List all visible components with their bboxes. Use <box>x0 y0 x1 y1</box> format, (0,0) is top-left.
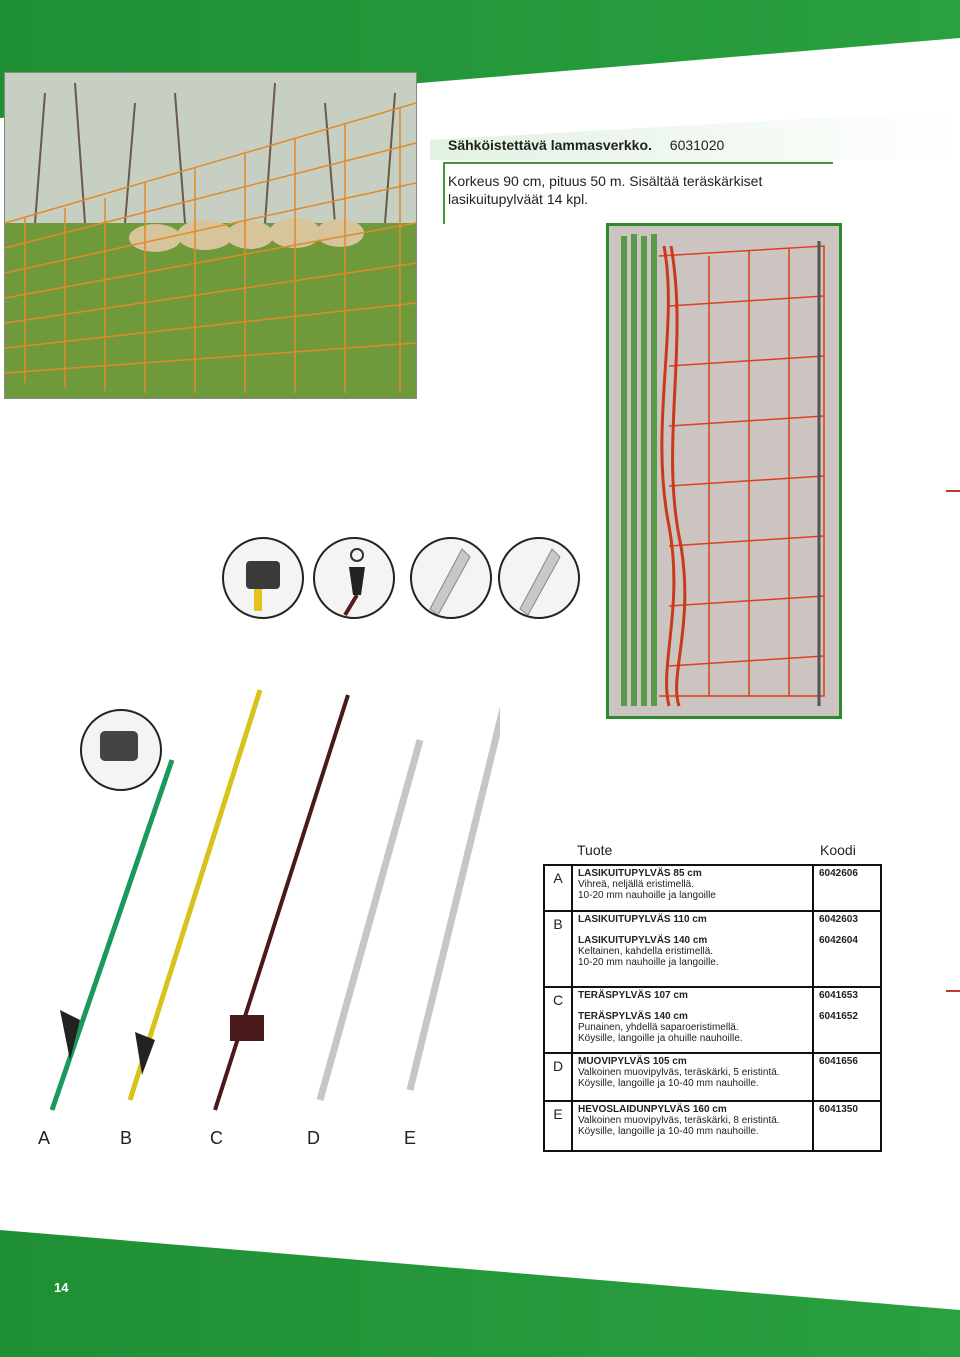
product-name: HEVOSLAIDUNPYLVÄS 160 cm <box>578 1104 727 1115</box>
table-row <box>544 911 881 987</box>
pigtail-detail-circle <box>313 537 395 619</box>
product-code-cell <box>813 911 881 987</box>
post-a <box>52 760 172 1110</box>
margin-mark <box>946 490 960 492</box>
product-code: 6042604 <box>819 935 858 946</box>
table-header-product: Tuote <box>577 842 613 858</box>
product-code: 6031020 <box>669 137 725 153</box>
post-d <box>320 740 420 1100</box>
post-c <box>215 695 348 1110</box>
row-letter: A <box>544 865 572 911</box>
product-detail: Punainen, yhdellä saparoeristimellä. <box>578 1022 739 1033</box>
pigtail-insulator-icon <box>315 539 393 617</box>
product-code: 6042603 <box>819 914 858 925</box>
table-row <box>544 987 881 1053</box>
product-code: 6041350 <box>813 1101 881 1151</box>
product-name: TERÄSPYLVÄS 107 cm <box>578 990 688 1001</box>
product-code: 6042606 <box>813 865 881 911</box>
row-letter: E <box>544 1101 572 1151</box>
posts-illustration <box>40 680 500 1120</box>
net-roll-photo <box>606 223 842 719</box>
product-title <box>448 137 724 153</box>
row-product <box>572 987 813 1053</box>
product-code: 6041653 <box>819 990 858 1001</box>
post-label-e: E <box>404 1128 417 1148</box>
product-name: MUOVIPYLVÄS 105 cm <box>578 1056 687 1067</box>
product-detail: Köysille, langoille ja ohuille nauhoille. <box>578 1033 743 1044</box>
table-header-code: Koodi <box>820 842 856 858</box>
post-label-d: D <box>307 1128 320 1148</box>
product-name: Sähköistettävä lammasverkko. <box>448 137 652 153</box>
row-product <box>572 1053 813 1101</box>
row-letter: B <box>544 911 572 987</box>
row-letter: D <box>544 1053 572 1101</box>
post-label-b: B <box>120 1128 133 1148</box>
post-e <box>410 680 500 1090</box>
page-number: 14 <box>54 1280 69 1295</box>
product-code: 6041652 <box>819 1011 858 1022</box>
product-name: LASIKUITUPYLVÄS 140 cm <box>578 935 708 946</box>
margin-mark <box>946 990 960 992</box>
plastic-post-detail-circle-2 <box>498 537 580 619</box>
table-row <box>544 1101 881 1151</box>
plastic-post-icon <box>412 539 490 617</box>
plastic-post-detail-circle-1 <box>410 537 492 619</box>
product-detail: Köysille, langoille ja 10-40 mm nauhoille. <box>578 1126 759 1137</box>
product-detail: Keltainen, kahdella eristimellä. <box>578 946 714 957</box>
product-name: LASIKUITUPYLVÄS 85 cm <box>578 868 702 879</box>
table-row <box>544 865 881 911</box>
post-label-a: A <box>38 1128 51 1148</box>
product-table <box>543 864 882 1152</box>
product-detail: 10-20 mm nauhoille ja langoille. <box>578 957 719 968</box>
product-detail: Valkoinen muovipylväs, teräskärki, 8 eristintä. <box>578 1115 780 1126</box>
product-description: Korkeus 90 cm, pituus 50 m. Sisältää teräskärkiset lasikuitupylväät 14 kpl. <box>448 173 763 207</box>
insulator-detail-circle-1 <box>222 537 304 619</box>
product-detail: Valkoinen muovipylväs, teräskärki, 5 eristintä. <box>578 1067 780 1078</box>
product-name: LASIKUITUPYLVÄS 110 cm <box>578 914 707 925</box>
row-letter: C <box>544 987 572 1053</box>
row-product <box>572 1101 813 1151</box>
product-detail: Köysille, langoille ja 10-40 mm nauhoille. <box>578 1078 759 1089</box>
table-row <box>544 1053 881 1101</box>
product-code: 6041656 <box>813 1053 881 1101</box>
product-name: TERÄSPYLVÄS 140 cm <box>578 1011 688 1022</box>
product-code-cell <box>813 987 881 1053</box>
green-footer <box>0 1200 960 1357</box>
product-detail: Vihreä, neljällä eristimellä. <box>578 879 694 890</box>
insulator-icon <box>224 539 302 617</box>
row-product <box>572 865 813 911</box>
product-detail: 10-20 mm nauhoille ja langoille <box>578 890 716 901</box>
title-rule-vertical <box>443 162 445 224</box>
sheep-fence-photo <box>4 72 417 399</box>
plastic-post-icon <box>500 539 578 617</box>
row-product <box>572 911 813 987</box>
title-rule <box>443 162 833 164</box>
post-label-c: C <box>210 1128 223 1148</box>
